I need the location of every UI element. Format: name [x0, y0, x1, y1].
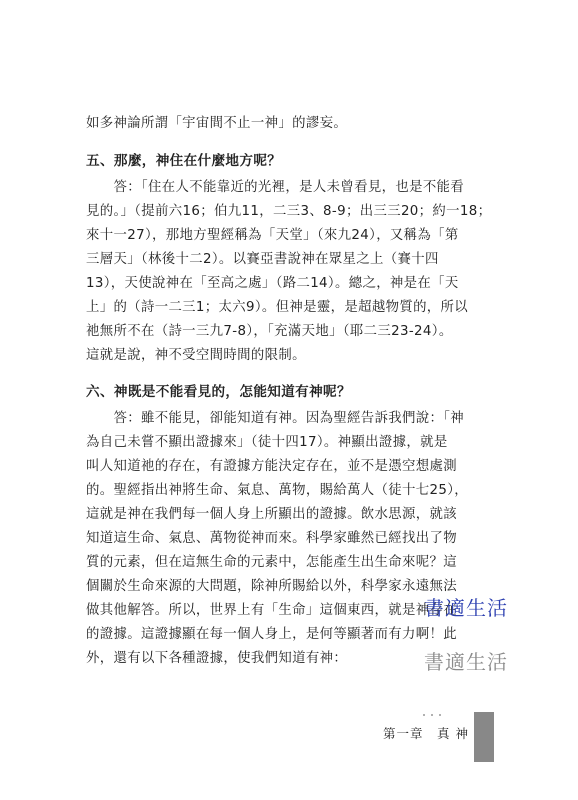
body-line: 外，還有以下各種證據，使我們知道有神： — [86, 651, 348, 666]
body-line: 這就是說，神不受空間時間的限制。 — [86, 348, 306, 363]
body-line: 答：雖不能見，卻能知道有神。因為聖經告訴我們說：「神 — [86, 411, 465, 426]
body-line: 這就是神在我們每一個人身上所顯出的證據。飲水思源，就該 — [86, 507, 457, 522]
body-line: 知道這生命、氣息、萬物從神而來。科學家雖然已經找出了物 — [86, 531, 457, 546]
body-line: 見的。」（提前六16；伯九11，二三3、8-9；出三三20；約一18； — [86, 204, 492, 219]
footer-chapter-title: 第一章 真 神 — [383, 726, 469, 741]
section-heading: 五、那麼，神住在什麼地方呢？ — [86, 153, 282, 169]
watermark-blue: 書適生活 — [424, 596, 508, 620]
section-heading: 六、神既是不能看見的，怎能知道有神呢？ — [86, 384, 351, 400]
body-line: 個關於生命來源的大問題，除神所賜給以外，科學家永遠無法 — [86, 579, 457, 594]
body-line: 為自己未嘗不顯出證據來」（徒十四17）。神顯出證據，就是 — [86, 435, 448, 450]
footer-dots-ornament — [418, 712, 458, 718]
body-line: 的。聖經指出神將生命、氣息、萬物，賜給萬人（徒十七25）， — [86, 483, 469, 498]
body-line: 來十一27），那地方聖經稱為「天堂」（來九24），又稱為「第 — [86, 228, 459, 243]
watermark-gray: 書適生活 — [424, 650, 508, 674]
body-line: 上」的（詩一二三1；太六9）。但神是靈，是超越物質的，所以 — [86, 300, 469, 315]
body-line: 的證據。這證據顯在每一個人身上，是何等顯著而有力啊！此 — [86, 627, 457, 642]
body-line: 如多神論所謂「宇宙間不止一神」的謬妄。 — [86, 116, 348, 131]
body-line: 做其他解答。所以，世界上有「生命」這個東西，就是神存在 — [86, 603, 457, 618]
body-line: 叫人知道祂的存在，有證據方能決定存在，並不是憑空想處測 — [86, 459, 457, 474]
footer-tab-marker — [474, 712, 494, 762]
body-line: 13），天使說神在「至高之處」（路二14）。總之，神是在「天 — [86, 276, 459, 291]
body-line: 質的元素，但在這無生命的元素中，怎能產生出生命來呢？這 — [86, 555, 457, 570]
body-line: 三層天」（林後十二2）。以賽亞書說神在眾星之上（賽十四 — [86, 252, 439, 267]
body-line: 答：「住在人不能靠近的光裡，是人未曾看見，也是不能看 — [86, 180, 465, 195]
body-line: 祂無所不在（詩一三九7-8），「充滿天地」（耶二三23-24）。 — [86, 324, 453, 339]
